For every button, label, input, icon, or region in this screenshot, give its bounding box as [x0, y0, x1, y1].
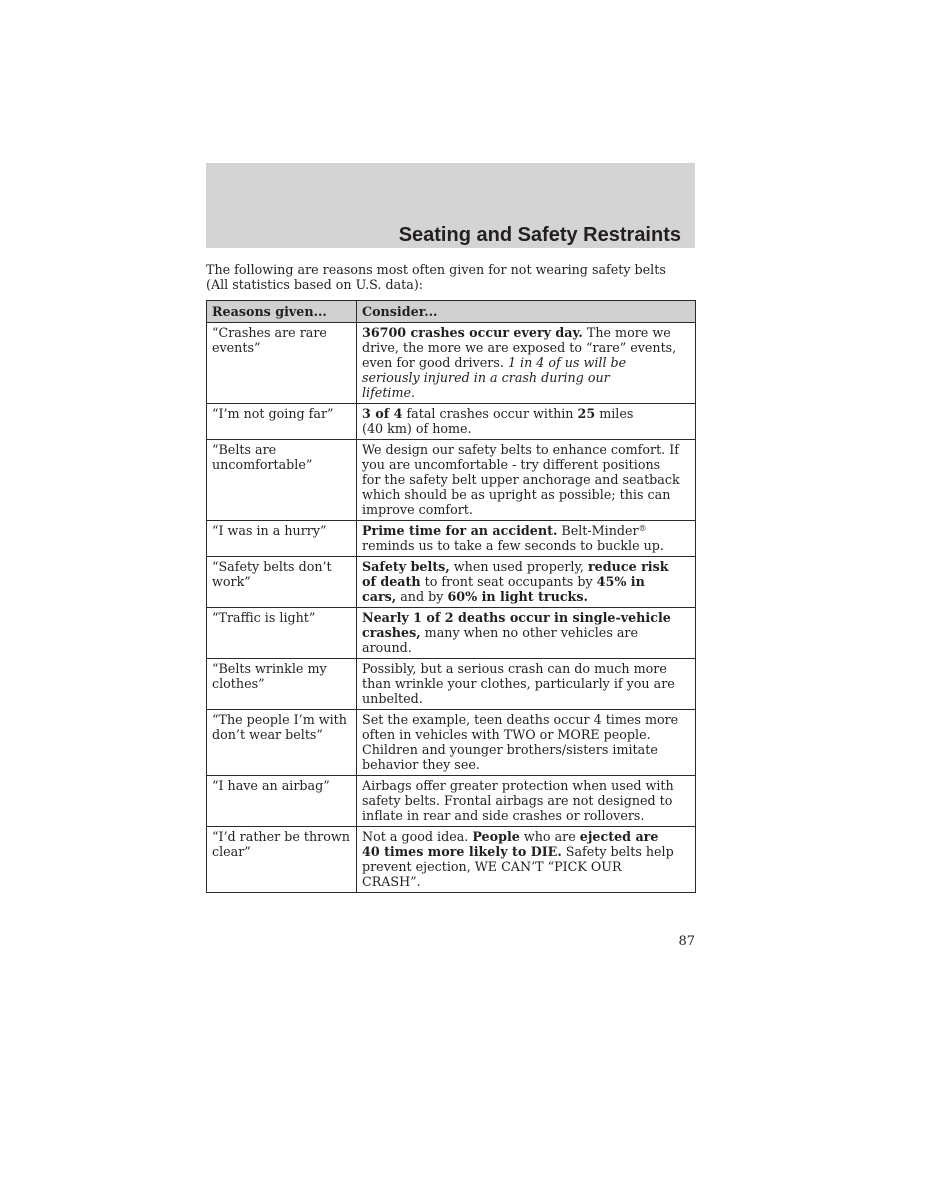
body-text: drive, the more we are exposed to “rare” events, [362, 340, 677, 355]
consider-line [362, 661, 692, 676]
reason-line: “Belts are [212, 442, 277, 457]
page-number: 87 [678, 934, 695, 949]
body-text: CRASH”. [362, 874, 421, 889]
consider-cell [357, 776, 696, 827]
body-text: prevent ejection, WE CAN’T “PICK OUR [362, 859, 622, 874]
table-row [207, 404, 696, 440]
body-text: around. [362, 640, 412, 655]
consider-line [362, 742, 692, 757]
body-text: Possibly, but a serious crash can do much more [362, 661, 667, 676]
body-text: safety belts. Frontal airbags are not designed to [362, 793, 673, 808]
table-row [207, 440, 696, 521]
reason-line: “The people I’m with [212, 712, 347, 727]
bold-text: 40 times more likely to DIE. [362, 844, 562, 859]
consider-line [362, 691, 692, 706]
consider-line [362, 442, 692, 457]
consider-cell [357, 557, 696, 608]
body-text: reminds us to take a few seconds to buckle up. [362, 538, 664, 553]
italic-text: lifetime. [362, 385, 416, 400]
table-header [207, 301, 696, 323]
body-text: and by [396, 589, 448, 604]
reason-cell [207, 659, 357, 710]
body-text: which should be as upright as possible; this can [362, 487, 671, 502]
consider-line [362, 829, 692, 844]
bold-text: 36700 crashes occur every day. [362, 325, 583, 340]
bold-text: crashes, [362, 625, 421, 640]
reason-line: “Belts wrinkle my [212, 661, 327, 676]
consider-line [362, 421, 692, 436]
body-text: Children and younger brothers/sisters imitate [362, 742, 658, 757]
consider-line [362, 457, 692, 472]
reason-line: “I was in a hurry” [212, 523, 327, 538]
bold-text: 3 of 4 [362, 406, 403, 421]
body-text: inflate in rear and side crashes or rollovers. [362, 808, 645, 823]
consider-cell [357, 710, 696, 776]
italic-text: seriously injured in a crash during our [362, 370, 610, 385]
consider-line [362, 589, 692, 604]
table-header-reasons: Reasons given... [207, 301, 357, 323]
body-text: who are [519, 829, 580, 844]
table-row [207, 521, 696, 557]
reason-line: uncomfortable” [212, 457, 313, 472]
consider-line [362, 370, 692, 385]
body-text: many when no other vehicles are [420, 625, 639, 640]
reason-line: events” [212, 340, 261, 355]
safety-belt-reasons-table [206, 300, 696, 893]
bold-text: ejected are [579, 829, 659, 844]
consider-line [362, 844, 692, 859]
reason-cell [207, 710, 357, 776]
body-text: for the safety belt upper anchorage and seatback [362, 472, 680, 487]
reason-line: clothes” [212, 676, 265, 691]
reason-line: “Crashes are rare [212, 325, 327, 340]
consider-line [362, 727, 692, 742]
intro-text [206, 262, 695, 292]
consider-cell [357, 521, 696, 557]
bold-text: 60% in light trucks. [447, 589, 588, 604]
body-text: behavior they see. [362, 757, 480, 772]
body-text: often in vehicles with TWO or MORE people. [362, 727, 651, 742]
consider-cell [357, 440, 696, 521]
reason-line: clear” [212, 844, 251, 859]
bold-text: Prime time for an accident. [362, 523, 558, 538]
table-row [207, 827, 696, 893]
body-text: Belt-Minder [557, 523, 639, 538]
table-header-consider: Consider... [357, 301, 696, 323]
consider-cell [357, 659, 696, 710]
section-title: Seating and Safety Restraints [398, 224, 681, 246]
consider-line [362, 355, 692, 370]
body-text: you are uncomfortable - try different positions [362, 457, 661, 472]
body-text: when used properly, [449, 559, 588, 574]
reason-line: “Traffic is light” [212, 610, 316, 625]
reason-cell [207, 440, 357, 521]
consider-line [362, 487, 692, 502]
body-text: Safety belts help [561, 844, 674, 859]
reason-line: “I’m not going far” [212, 406, 334, 421]
bold-text: 45% in [596, 574, 645, 589]
consider-cell [357, 323, 696, 404]
consider-line [362, 793, 692, 808]
bold-text: cars, [362, 589, 397, 604]
consider-line [362, 859, 692, 874]
consider-line [362, 472, 692, 487]
reason-line: work” [212, 574, 251, 589]
reason-cell [207, 521, 357, 557]
consider-line [362, 757, 692, 772]
consider-line [362, 610, 692, 625]
body-text: The more we [582, 325, 671, 340]
bold-text: 25 [577, 406, 596, 421]
body-text: Not a good idea. [362, 829, 473, 844]
consider-line [362, 325, 692, 340]
consider-line [362, 502, 692, 517]
consider-cell [357, 404, 696, 440]
body-text: fatal crashes occur within [402, 406, 578, 421]
italic-text: 1 in 4 of us will be [507, 355, 627, 370]
bold-text: reduce risk [588, 559, 669, 574]
body-text: miles [595, 406, 634, 421]
reason-line: “Safety belts don’t [212, 559, 332, 574]
reason-cell [207, 323, 357, 404]
consider-line [362, 523, 692, 538]
intro-line: The following are reasons most often given for not wearing safety belts [206, 262, 666, 277]
body-text: improve comfort. [362, 502, 473, 517]
bold-text: of death [362, 574, 421, 589]
body-text: to front seat occupants by [420, 574, 597, 589]
consider-line [362, 778, 692, 793]
consider-line [362, 640, 692, 655]
body-text: Airbags offer greater protection when used with [362, 778, 674, 793]
consider-line [362, 406, 692, 421]
consider-line [362, 340, 692, 355]
consider-line [362, 559, 692, 574]
body-text: (40 km) of home. [362, 421, 472, 436]
consider-line [362, 538, 692, 553]
body-text: unbelted. [362, 691, 423, 706]
consider-line [362, 625, 692, 640]
consider-line [362, 574, 692, 589]
consider-line [362, 874, 692, 889]
table-row [207, 323, 696, 404]
reason-cell [207, 608, 357, 659]
body-text: than wrinkle your clothes, particularly if you are [362, 676, 675, 691]
table-row [207, 710, 696, 776]
bold-text: People [472, 829, 520, 844]
reason-cell [207, 404, 357, 440]
reason-line: “I’d rather be thrown [212, 829, 350, 844]
consider-cell [357, 827, 696, 893]
table-body [207, 323, 696, 893]
table-row [207, 608, 696, 659]
reason-cell [207, 827, 357, 893]
table-header-row [207, 301, 696, 323]
consider-line [362, 676, 692, 691]
reason-cell [207, 776, 357, 827]
reason-cell [207, 557, 357, 608]
table-row [207, 659, 696, 710]
consider-line [362, 808, 692, 823]
bold-text: Nearly 1 of 2 deaths occur in single-vehicle [362, 610, 671, 625]
intro-line: (All statistics based on U.S. data): [206, 277, 424, 292]
registered-mark: ® [638, 524, 647, 534]
bold-text: Safety belts, [362, 559, 450, 574]
section-header-band [206, 163, 695, 248]
table-row [207, 776, 696, 827]
consider-line [362, 385, 692, 400]
body-text: Set the example, teen deaths occur 4 times more [362, 712, 679, 727]
body-text: We design our safety belts to enhance comfort. If [362, 442, 679, 457]
reason-line: don’t wear belts” [212, 727, 323, 742]
body-text: even for good drivers. [362, 355, 508, 370]
reason-line: “I have an airbag” [212, 778, 330, 793]
table-row [207, 557, 696, 608]
consider-cell [357, 608, 696, 659]
consider-line [362, 712, 692, 727]
